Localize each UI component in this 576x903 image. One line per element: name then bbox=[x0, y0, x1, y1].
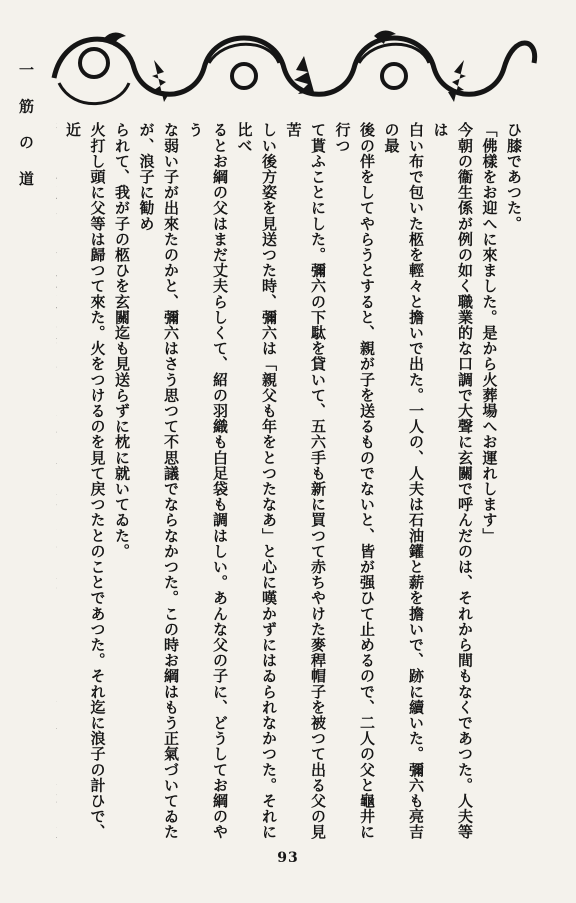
text-line: るとお綱の父はまだ丈夫らしくて、紹の羽織も白足袋も調はしい。あんな父の子に、どうしてお綱のやう bbox=[186, 122, 229, 840]
text-line bbox=[56, 122, 61, 842]
text-line: て貰ふことにした。彌六の下駄を貸いて、五六手も新に買つて赤ちやけた麥稈帽子を被つて出る父の見苦 bbox=[284, 122, 327, 840]
text-line: 「佛樣をお迎へに來ました。是から火葬場へお運れします」 bbox=[480, 122, 499, 544]
text-line: しい後方姿を見送つた時、彌六は「親父も年をとつたなあ」と心に嘆かずにはゐられなかつた。それに比べ bbox=[235, 122, 278, 840]
text-line: 今朝の衞生係が例の如く職業的な口調で大聲に玄關で呼んだのは、それから間もなくであつた。人夫等は bbox=[431, 122, 474, 840]
text-line: な弱い子が出來たのかと、彌六はさう思つて不思議でならなかつた。この時お綱はもう正氣づいてゐたが、浪子に勧め bbox=[137, 122, 180, 840]
text-line: 白い布で包いた柩を輕々と擔いで出た。一人の、人夫は石油鑵と薪を擔いで、跡に續いた。彌六も亮吉の最 bbox=[382, 122, 425, 840]
body-text bbox=[56, 122, 526, 842]
text-line: られて、我が子の柩ひを玄關迄も見送らずに枕に就いてゐた。 bbox=[113, 122, 131, 559]
page-number: 93 bbox=[277, 850, 299, 866]
decorative-header-ornament bbox=[44, 8, 544, 120]
text-line: ひ膝であつた。 bbox=[505, 122, 523, 232]
text-line: 後の伴をしてやらうとすると、親が子を送るものでないと、皆が强ひて止めるので、二人の父と龜井に行つ bbox=[333, 122, 376, 840]
text-line: 火打し頭に父等は歸つて來た。火をつけるのを見て戻つたとのことであつた。それ迄に浪子の計ひで、近 bbox=[64, 122, 107, 840]
running-head: 一 筋 の 道 bbox=[17, 62, 35, 194]
